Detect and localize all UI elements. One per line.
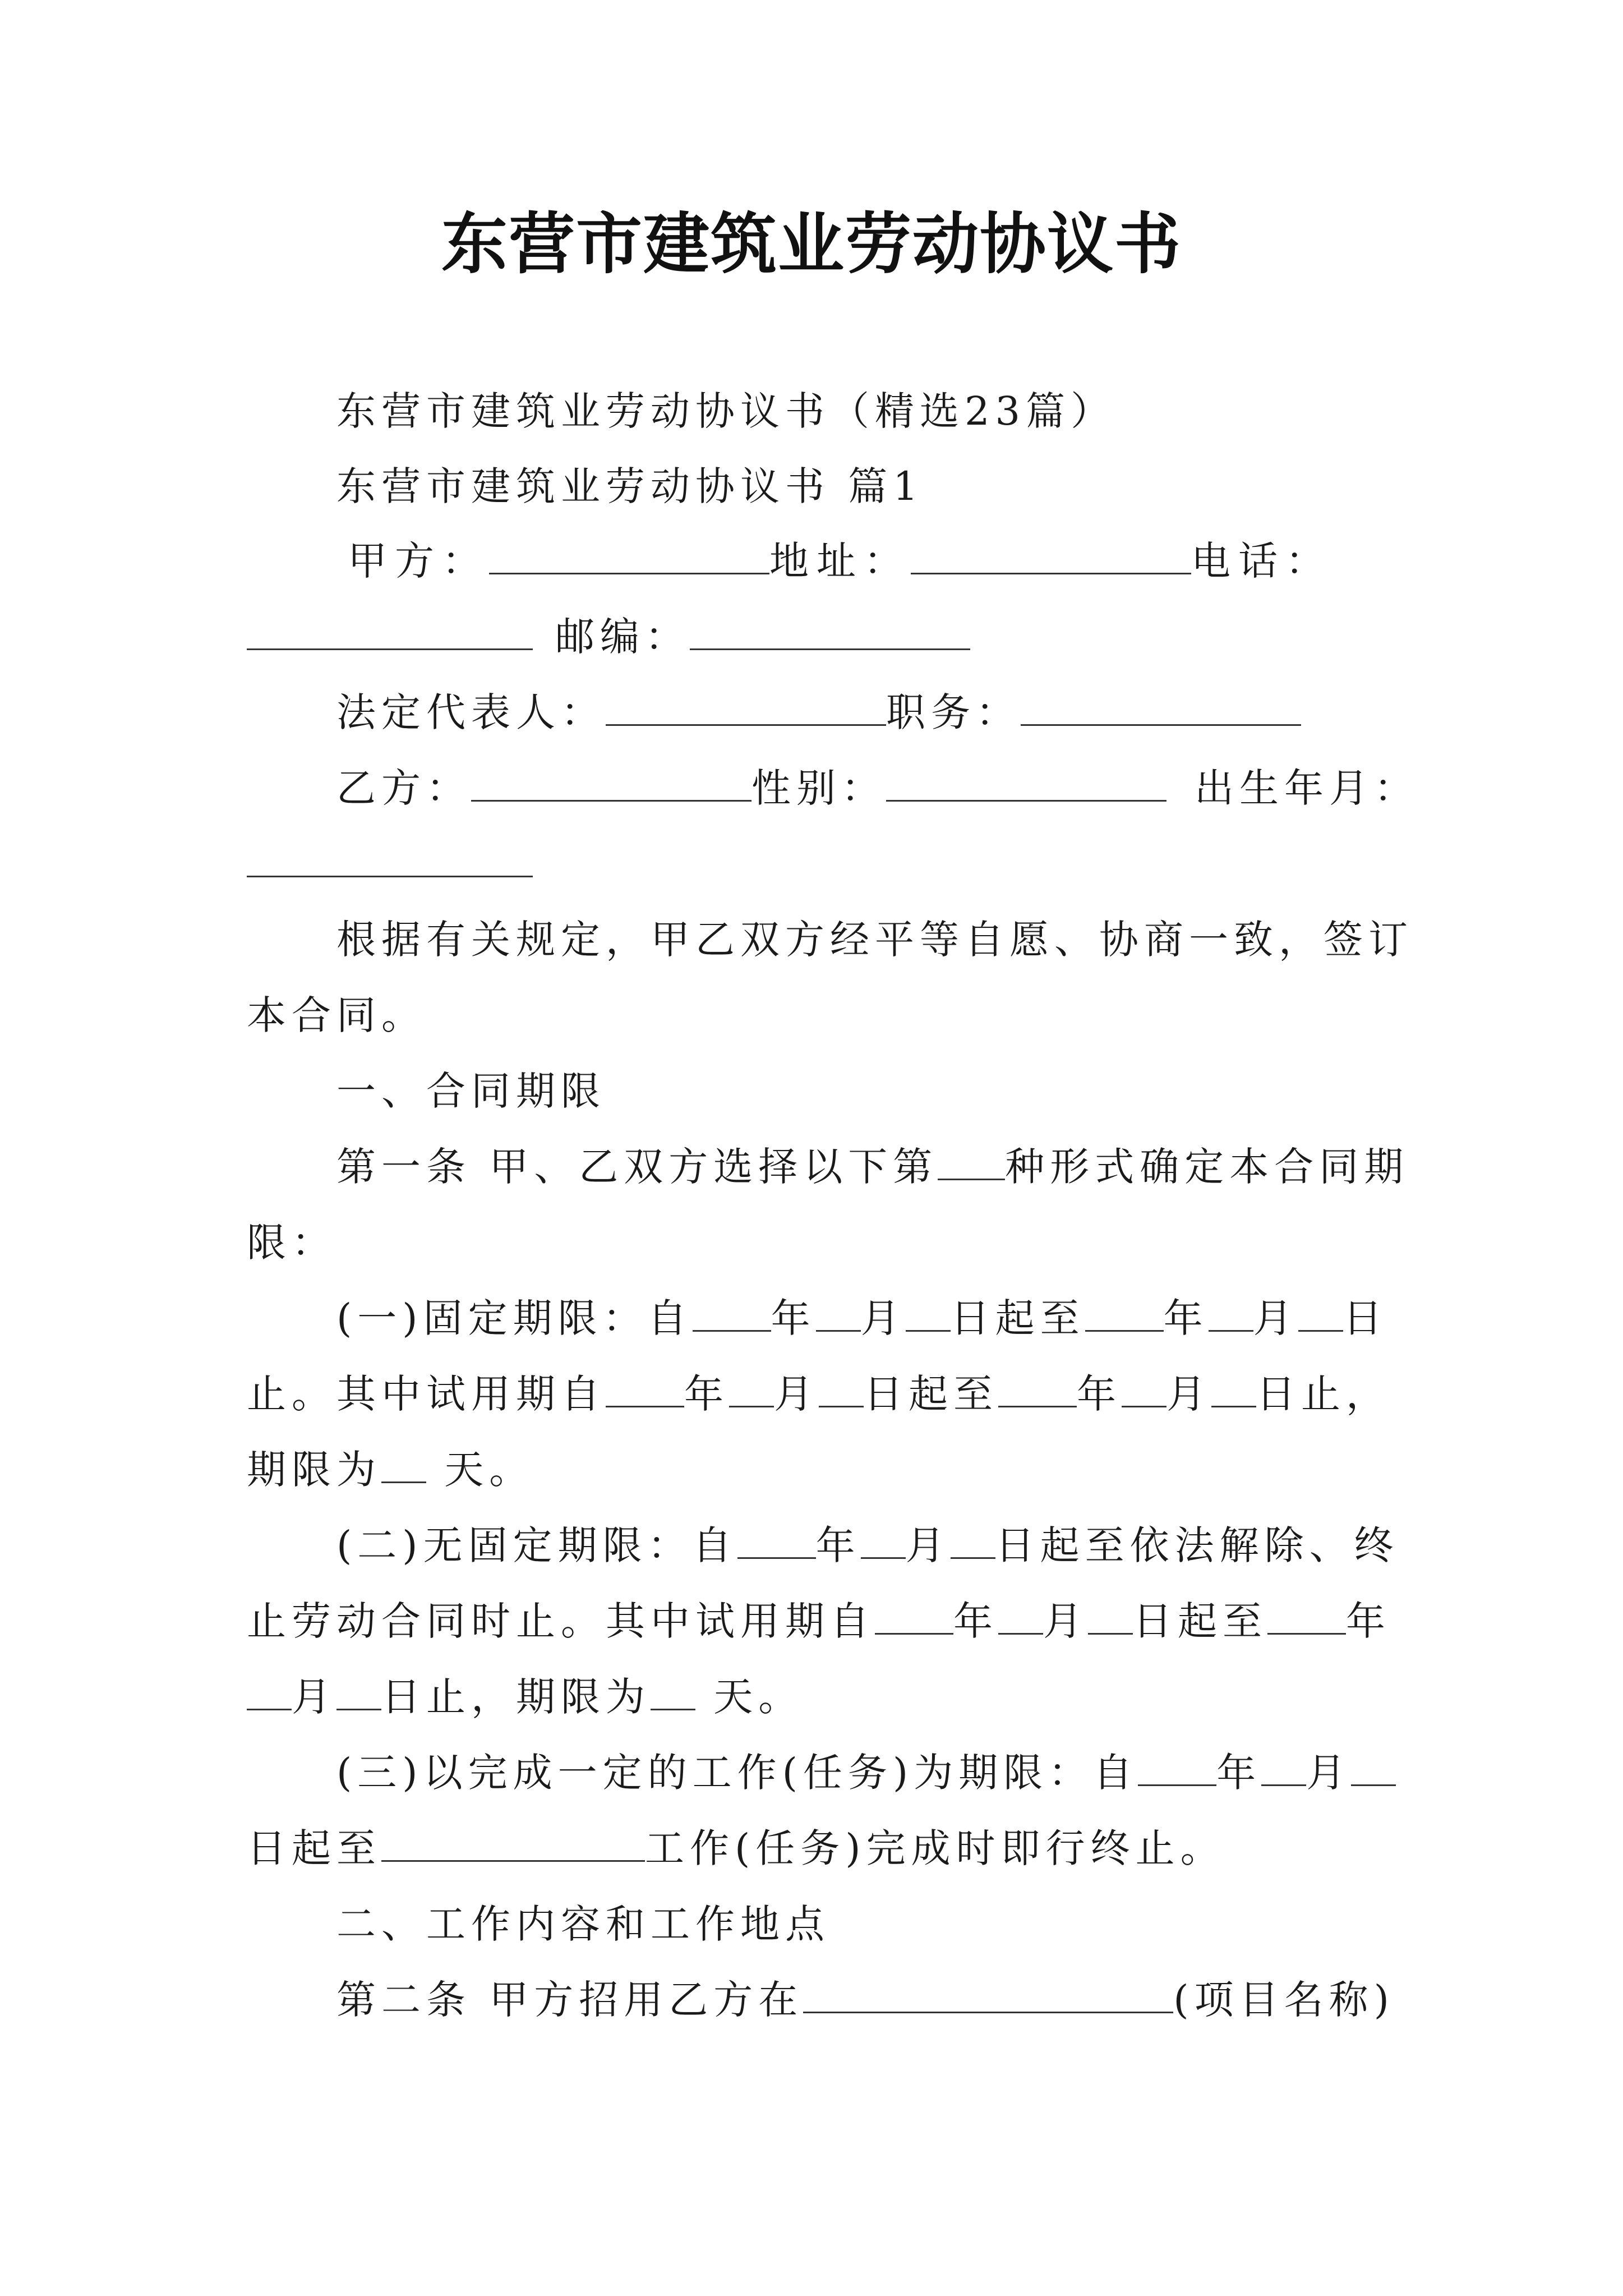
- subtitle-line: 东营市建筑业劳动协议书（精选23篇）: [336, 388, 1116, 434]
- form-choice-blank[interactable]: [938, 1145, 1005, 1180]
- gender-blank[interactable]: [886, 766, 1166, 802]
- article-1-line-2: 限：: [247, 1220, 336, 1266]
- probation-start-year-blank[interactable]: [606, 1372, 684, 1407]
- party-a-line: [348, 533, 1492, 589]
- open-term-line-3: 月 日止，期限为 天。: [247, 1669, 1391, 1725]
- postcode-blank[interactable]: [690, 615, 970, 650]
- intro-line-2: 本合同。: [247, 992, 426, 1038]
- birth-blank-line: [247, 836, 1391, 892]
- open-start-month-blank[interactable]: [861, 1524, 906, 1559]
- task-start-year-blank[interactable]: [1138, 1751, 1216, 1786]
- phone-blank[interactable]: [247, 615, 533, 650]
- fixed-end-year-blank[interactable]: [1085, 1296, 1164, 1332]
- open-start-year-blank[interactable]: [737, 1524, 816, 1559]
- fixed-end-month-blank[interactable]: [1209, 1296, 1253, 1332]
- open-probation-start-month-blank[interactable]: [998, 1599, 1043, 1635]
- open-probation-days-blank[interactable]: [651, 1675, 695, 1710]
- open-probation-start-day-blank[interactable]: [1088, 1599, 1133, 1635]
- open-probation-start-year-blank[interactable]: [875, 1599, 953, 1635]
- open-term-line-1: (二)无固定期限：自 年 月 日起至依法解除、终: [336, 1522, 1399, 1568]
- postcode-line: [247, 609, 1391, 665]
- task-name-blank[interactable]: [381, 1826, 645, 1862]
- birth-blank[interactable]: [247, 842, 533, 877]
- task-start-day-blank[interactable]: [1351, 1751, 1396, 1786]
- project-name-blank[interactable]: [803, 1978, 1173, 2013]
- birth-label: 出生年月：: [1195, 765, 1419, 811]
- section-2-heading: 二、工作内容和工作地点: [336, 1901, 830, 1947]
- task-term-line-2: 日起至 工作(任务)完成时即行终止。: [247, 1825, 1225, 1871]
- task-start-month-blank[interactable]: [1261, 1751, 1306, 1786]
- postcode-label: 邮编：: [555, 614, 690, 660]
- open-probation-end-day-blank[interactable]: [336, 1675, 381, 1710]
- position-blank[interactable]: [1021, 691, 1301, 726]
- article-1-line: 第一条 甲、乙双方选择以下第 种形式确定本合同期: [336, 1144, 1409, 1190]
- party-b-label: 乙方：: [336, 765, 471, 811]
- fixed-term-line-2: 止。其中试用期自 年 月 日起至 年 月 日止，: [247, 1371, 1391, 1417]
- fixed-end-day-blank[interactable]: [1298, 1296, 1343, 1332]
- party-a-blank[interactable]: [489, 539, 769, 574]
- legal-rep-blank[interactable]: [606, 691, 886, 726]
- address-label: 地址：: [769, 538, 911, 584]
- party-b-blank[interactable]: [471, 766, 751, 802]
- open-start-day-blank[interactable]: [951, 1524, 995, 1559]
- fixed-start-day-blank[interactable]: [906, 1296, 951, 1332]
- chapter-line: 东营市建筑业劳动协议书 篇1: [336, 463, 924, 509]
- open-probation-end-year-blank[interactable]: [1267, 1599, 1346, 1635]
- fixed-start-year-blank[interactable]: [693, 1296, 771, 1332]
- legal-rep-line: [336, 684, 1481, 740]
- probation-start-day-blank[interactable]: [819, 1372, 864, 1407]
- open-term-line-2: 止劳动合同时止。其中试用期自 年 月 日起至 年: [247, 1598, 1391, 1644]
- legal-rep-label: 法定代表人：: [336, 689, 606, 735]
- intro-line-1: 根据有关规定，甲乙双方经平等自愿、协商一致，签订: [336, 917, 1413, 963]
- probation-start-month-blank[interactable]: [729, 1372, 774, 1407]
- fixed-term-line-1: (一)固定期限：自 年 月 日起至 年 月 日: [336, 1295, 1388, 1341]
- probation-end-day-blank[interactable]: [1211, 1372, 1256, 1407]
- gender-label: 性别：: [751, 765, 886, 811]
- probation-end-month-blank[interactable]: [1122, 1372, 1166, 1407]
- probation-end-year-blank[interactable]: [998, 1372, 1077, 1407]
- position-label: 职务：: [886, 689, 1021, 735]
- fixed-probation-days-blank[interactable]: [381, 1448, 426, 1483]
- fixed-term-line-3: 期限为 天。: [247, 1447, 534, 1493]
- article-2-line: 第二条 甲方招用乙方在 (项目名称): [336, 1977, 1395, 2023]
- fixed-start-month-blank[interactable]: [816, 1296, 861, 1332]
- party-b-line: [336, 760, 1481, 816]
- task-term-line-1: (三)以完成一定的工作(任务)为期限：自 年 月: [336, 1745, 1481, 1801]
- section-1-heading: 一、合同期限: [336, 1068, 606, 1114]
- open-probation-end-month-blank[interactable]: [247, 1675, 292, 1710]
- address-blank[interactable]: [911, 539, 1191, 574]
- document-title: 东营市建筑业劳动协议书: [441, 205, 1182, 283]
- party-a-label: 甲方：: [348, 538, 489, 584]
- phone-label: 电话：: [1191, 538, 1332, 584]
